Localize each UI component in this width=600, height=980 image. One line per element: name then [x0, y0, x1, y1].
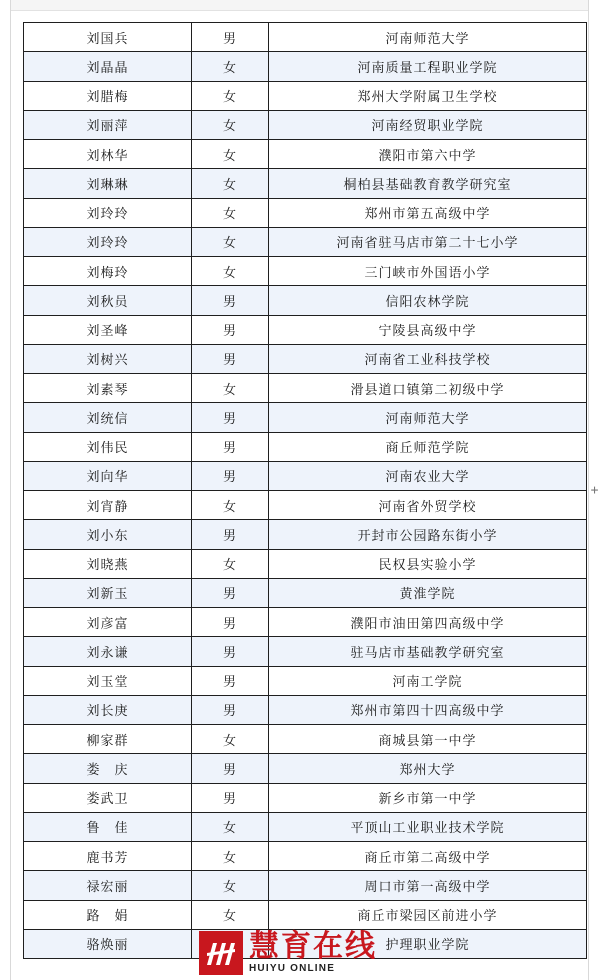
table-row [24, 695, 587, 724]
expand-plus-icon[interactable]: + [590, 483, 599, 498]
gender-cell: 男 [192, 403, 269, 432]
org-cell: 郑州大学 [269, 754, 587, 783]
gender-cell: 男 [192, 666, 269, 695]
gender-cell: 女 [192, 871, 269, 900]
table-row [24, 520, 587, 549]
table-row [24, 169, 587, 198]
org-cell: 开封市公园路东街小学 [269, 520, 587, 549]
org-cell: 商丘师范学院 [269, 432, 587, 461]
org-cell: 河南经贸职业学院 [269, 110, 587, 139]
org-cell: 新乡市第一中学 [269, 783, 587, 812]
gender-cell: 男 [192, 578, 269, 607]
name-cell: 刘晓燕 [24, 549, 192, 578]
gender-cell: 女 [192, 257, 269, 286]
org-cell: 河南师范大学 [269, 23, 587, 52]
name-cell: 刘梅玲 [24, 257, 192, 286]
table-row [24, 140, 587, 169]
name-cell: 刘国兵 [24, 23, 192, 52]
gender-cell: 女 [192, 52, 269, 81]
name-cell: 刘彦富 [24, 608, 192, 637]
name-cell: 刘圣峰 [24, 315, 192, 344]
table-row [24, 315, 587, 344]
table-row [24, 812, 587, 841]
org-cell: 驻马店市基础教学研究室 [269, 637, 587, 666]
org-cell: 滑县道口镇第二初级中学 [269, 374, 587, 403]
gender-cell: 男 [192, 695, 269, 724]
table-row [24, 491, 587, 520]
name-cell: 刘腊梅 [24, 81, 192, 110]
gender-cell: 女 [192, 549, 269, 578]
roster-table-body [24, 23, 587, 959]
name-cell: 刘统信 [24, 403, 192, 432]
table-row [24, 227, 587, 256]
table-row [24, 198, 587, 227]
table-row [24, 432, 587, 461]
org-cell: 信阳农林学院 [269, 286, 587, 315]
huiyu-logo-icon [199, 931, 243, 975]
gender-cell: 女 [192, 110, 269, 139]
name-cell: 娄 庆 [24, 754, 192, 783]
name-cell: 刘秋员 [24, 286, 192, 315]
name-cell: 禄宏丽 [24, 871, 192, 900]
table-row [24, 374, 587, 403]
name-cell: 刘素琴 [24, 374, 192, 403]
watermark-logo [199, 928, 405, 978]
table-row [24, 110, 587, 139]
name-cell: 刘玲玲 [24, 227, 192, 256]
table-row [24, 257, 587, 286]
gender-cell: 男 [192, 520, 269, 549]
name-cell: 刘伟民 [24, 432, 192, 461]
table-row [24, 81, 587, 110]
table-row [24, 578, 587, 607]
org-cell: 平顶山工业职业技术学院 [269, 812, 587, 841]
name-cell: 刘永谦 [24, 637, 192, 666]
watermark-cn-text: 慧育在线 [249, 929, 377, 964]
gender-cell: 女 [192, 140, 269, 169]
gender-cell: 男 [192, 315, 269, 344]
left-margin-line [10, 0, 11, 980]
gender-cell: 男 [192, 608, 269, 637]
org-cell: 河南师范大学 [269, 403, 587, 432]
roster-table [23, 22, 587, 959]
org-cell: 河南工学院 [269, 666, 587, 695]
gender-cell: 女 [192, 227, 269, 256]
gender-cell: 男 [192, 23, 269, 52]
gender-cell: 男 [192, 754, 269, 783]
org-cell: 河南省工业科技学校 [269, 344, 587, 373]
name-cell: 刘丽萍 [24, 110, 192, 139]
watermark-en-text: HUIYU ONLINE [249, 963, 336, 974]
page-top-edge [10, 0, 588, 11]
name-cell: 刘长庚 [24, 695, 192, 724]
table-row [24, 461, 587, 490]
name-cell: 鲁 佳 [24, 812, 192, 841]
gender-cell: 女 [192, 842, 269, 871]
gender-cell: 女 [192, 198, 269, 227]
name-cell: 刘林华 [24, 140, 192, 169]
org-cell: 濮阳市油田第四高级中学 [269, 608, 587, 637]
org-cell: 黄淮学院 [269, 578, 587, 607]
org-cell: 三门峡市外国语小学 [269, 257, 587, 286]
name-cell: 刘晶晶 [24, 52, 192, 81]
table-row [24, 842, 587, 871]
name-cell: 鹿书芳 [24, 842, 192, 871]
org-cell: 濮阳市第六中学 [269, 140, 587, 169]
table-row [24, 549, 587, 578]
name-cell: 娄武卫 [24, 783, 192, 812]
table-row [24, 403, 587, 432]
table-row [24, 783, 587, 812]
gender-cell: 男 [192, 432, 269, 461]
table-row [24, 52, 587, 81]
gender-cell: 女 [192, 81, 269, 110]
org-cell: 河南质量工程职业学院 [269, 52, 587, 81]
org-cell: 商丘市梁园区前进小学 [269, 900, 587, 929]
name-cell: 刘玲玲 [24, 198, 192, 227]
name-cell: 刘小东 [24, 520, 192, 549]
name-cell: 刘向华 [24, 461, 192, 490]
org-cell: 郑州大学附属卫生学校 [269, 81, 587, 110]
org-cell: 桐柏县基础教育教学研究室 [269, 169, 587, 198]
org-cell: 郑州市第四十四高级中学 [269, 695, 587, 724]
name-cell: 刘宵静 [24, 491, 192, 520]
table-row [24, 23, 587, 52]
table-row [24, 637, 587, 666]
org-cell: 周口市第一高级中学 [269, 871, 587, 900]
org-cell: 河南农业大学 [269, 461, 587, 490]
org-cell: 商城县第一中学 [269, 725, 587, 754]
name-cell: 路 娟 [24, 900, 192, 929]
gender-cell: 男 [192, 783, 269, 812]
name-cell: 刘树兴 [24, 344, 192, 373]
gender-cell: 女 [192, 169, 269, 198]
table-row [24, 666, 587, 695]
org-cell: 河南省驻马店市第二十七小学 [269, 227, 587, 256]
table-row [24, 900, 587, 929]
table-row [24, 871, 587, 900]
org-cell: 护理职业学院 [269, 929, 587, 958]
org-cell: 河南省外贸学校 [269, 491, 587, 520]
gender-cell: 男 [192, 286, 269, 315]
gender-cell: 男 [192, 344, 269, 373]
gender-cell: 女 [192, 374, 269, 403]
gender-cell: 女 [192, 725, 269, 754]
table-row [24, 608, 587, 637]
table-row [24, 754, 587, 783]
gender-cell: 女 [192, 812, 269, 841]
gender-cell: 女 [192, 900, 269, 929]
name-cell: 柳家群 [24, 725, 192, 754]
org-cell: 商丘市第二高级中学 [269, 842, 587, 871]
org-cell: 郑州市第五高级中学 [269, 198, 587, 227]
name-cell: 刘琳琳 [24, 169, 192, 198]
org-cell: 民权县实验小学 [269, 549, 587, 578]
gender-cell: 女 [192, 491, 269, 520]
org-cell: 宁陵县高级中学 [269, 315, 587, 344]
gender-cell: 男 [192, 461, 269, 490]
name-cell: 骆焕丽 [24, 929, 192, 958]
gender-cell: 男 [192, 637, 269, 666]
table-row [24, 725, 587, 754]
name-cell: 刘新玉 [24, 578, 192, 607]
table-row [24, 344, 587, 373]
table-row [24, 286, 587, 315]
name-cell: 刘玉堂 [24, 666, 192, 695]
